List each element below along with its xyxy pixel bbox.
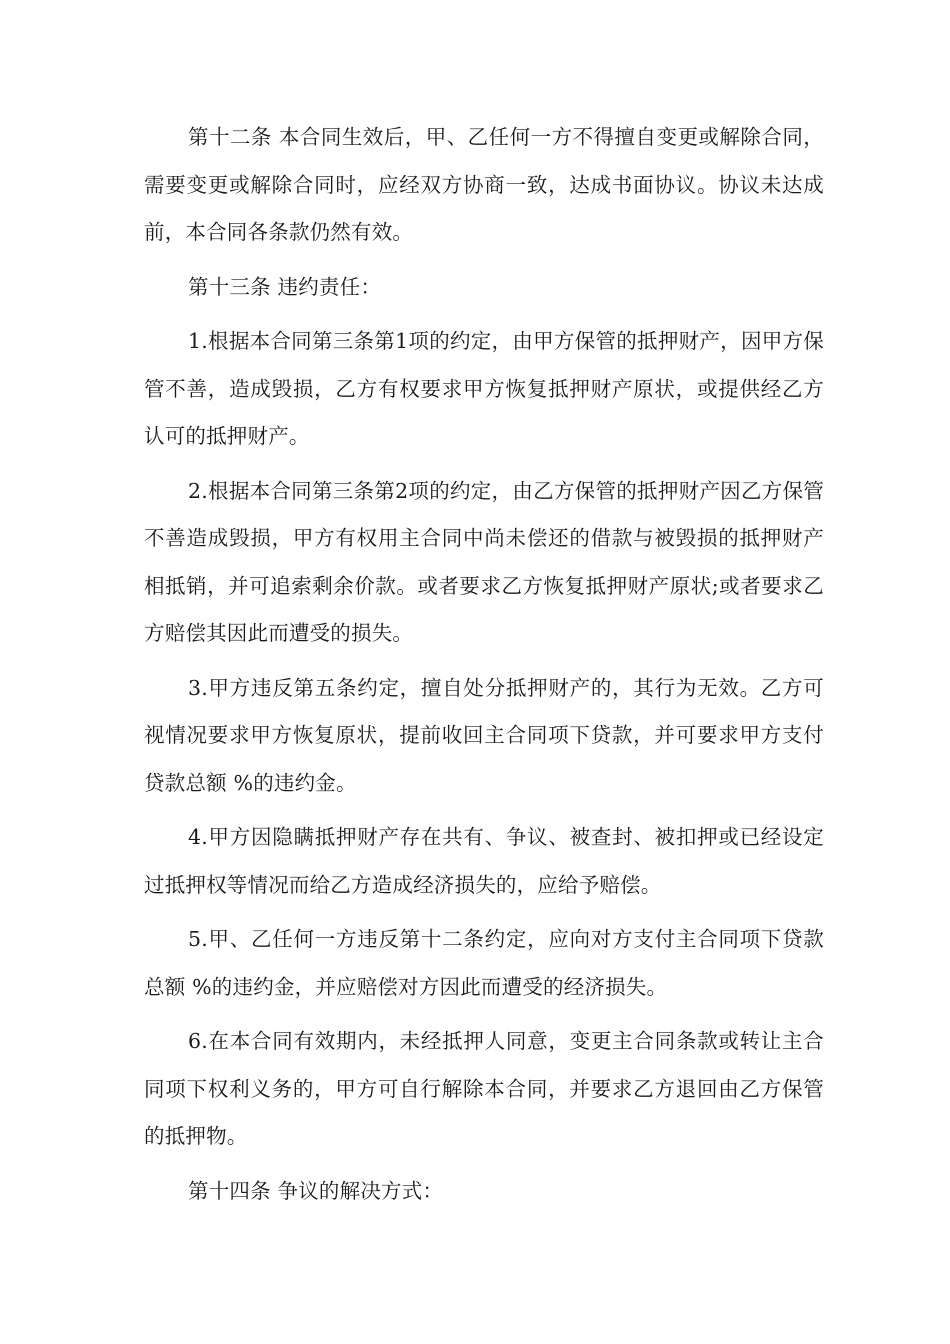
document-body xyxy=(144,114,824,1222)
paragraph-clause-3: 3.甲方违反第五条约定，擅自处分抵押财产的，其行为无效。乙方可视情况要求甲方恢复原状，提前收回主合同项下贷款，并可要求甲方支付贷款总额 %的违约金。 xyxy=(144,675,824,795)
paragraph-clause-6: 6.在本合同有效期内，未经抵押人同意，变更主合同条款或转让主合同项下权利义务的，甲方可自行解除本合同，并要求乙方退回由乙方保管的抵押物。 xyxy=(144,1029,824,1148)
paragraph-clause-4: 4.甲方因隐瞒抵押财产存在共有、争议、被查封、被扣押或已经设定过抵押权等情况而给乙方造成经济损失的，应给予赔偿。 xyxy=(144,825,824,897)
paragraph-article-13-heading: 第十三条 违约责任： xyxy=(188,274,382,299)
paragraph-clause-2: 2.根据本合同第三条第2项的约定，由乙方保管的抵押财产因乙方保管不善造成毁损，甲方有权用主合同中尚未偿还的借款与被毁损的抵押财产相抵销，并可追索剩余价款。或者要求乙方恢复抵押财产原状;或者要求乙方赔偿其因此而遭受的损失。 xyxy=(144,478,824,645)
paragraph-article-12: 第十二条 本合同生效后，甲、乙任何一方不得擅自变更或解除合同，需要变更或解除合同时，应经双方协商一致，达成书面协议。协议未达成前，本合同各条款仍然有效。 xyxy=(144,125,824,244)
paragraph-clause-5: 5.甲、乙任何一方违反第十二条约定，应向对方支付主合同项下贷款总额 %的违约金，并应赔偿对方因此而遭受的经济损失。 xyxy=(144,927,824,999)
paragraph-article-14-heading: 第十四条 争议的解决方式： xyxy=(188,1178,444,1203)
paragraph-clause-1: 1.根据本合同第三条第1项的约定，由甲方保管的抵押财产，因甲方保管不善，造成毁损，乙方有权要求甲方恢复抵押财产原状，或提供经乙方认可的抵押财产。 xyxy=(144,329,824,448)
